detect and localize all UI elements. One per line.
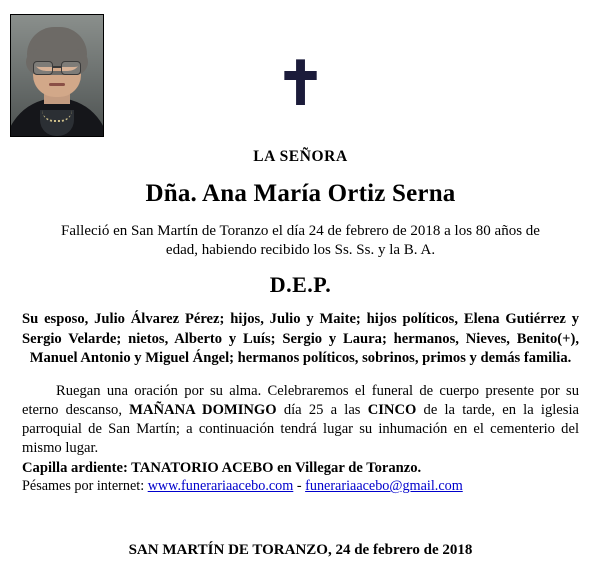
funeral-emphasis-hour: CINCO (367, 402, 417, 419)
condolences-info (22, 478, 579, 495)
rest-in-peace: D.E.P. (269, 272, 332, 298)
condolences-separator: - (293, 478, 306, 494)
condolences-email-link[interactable]: funerariaacebo@gmail.com (305, 478, 463, 494)
place-and-date: SAN MARTÍN DE TORANZO, 24 de febrero de 2018 (128, 542, 473, 558)
family-list: Su esposo, Julio Álvarez Pérez; hijos, Julio y Maite; hijos políticos, Elena Gutiérrez y Sergio Velarde; nietos, Alberto y Luís; Sergio y Laura; hermanos, Nieves, Benito(+), Manuel Antonio y Miguel Ángel; hermanos políticos, sobrinos, primos y demás familia. (22, 311, 579, 366)
chapel-info: Capilla ardiente: TANATORIO ACEBO en Villegar de Toranzo. (22, 460, 422, 476)
deceased-name: Dña. Ana María Ortiz Serna (145, 180, 456, 207)
condolences-website-link[interactable]: www.funerariaacebo.com (147, 478, 294, 494)
funeral-text-2: día 25 a las (276, 402, 368, 419)
funeral-details (22, 382, 579, 458)
obituary-content (14, 148, 587, 495)
death-notice: Falleció en San Martín de Toranzo el día 24 de febrero de 2018 a los 80 años de edad, habiendo recibido los Ss. Ss. y la B. A. (61, 223, 540, 259)
funeral-emphasis-day: MAÑANA DOMINGO (129, 402, 277, 419)
condolences-label: Pésames por internet: (22, 478, 148, 494)
honorific-title: LA SEÑORA (253, 148, 348, 165)
funeral-text-1: Ruegan una oración por su alma. Celebraremos el funeral de cuerpo presente por su eterno descanso, (22, 383, 579, 419)
funeral-text-3: de la tarde, en la iglesia parroquial de San Martín; a continuación tendrá lugar su inhumación en el cementerio del mismo lugar. (22, 402, 579, 457)
cross-icon: ✝ (275, 51, 326, 117)
